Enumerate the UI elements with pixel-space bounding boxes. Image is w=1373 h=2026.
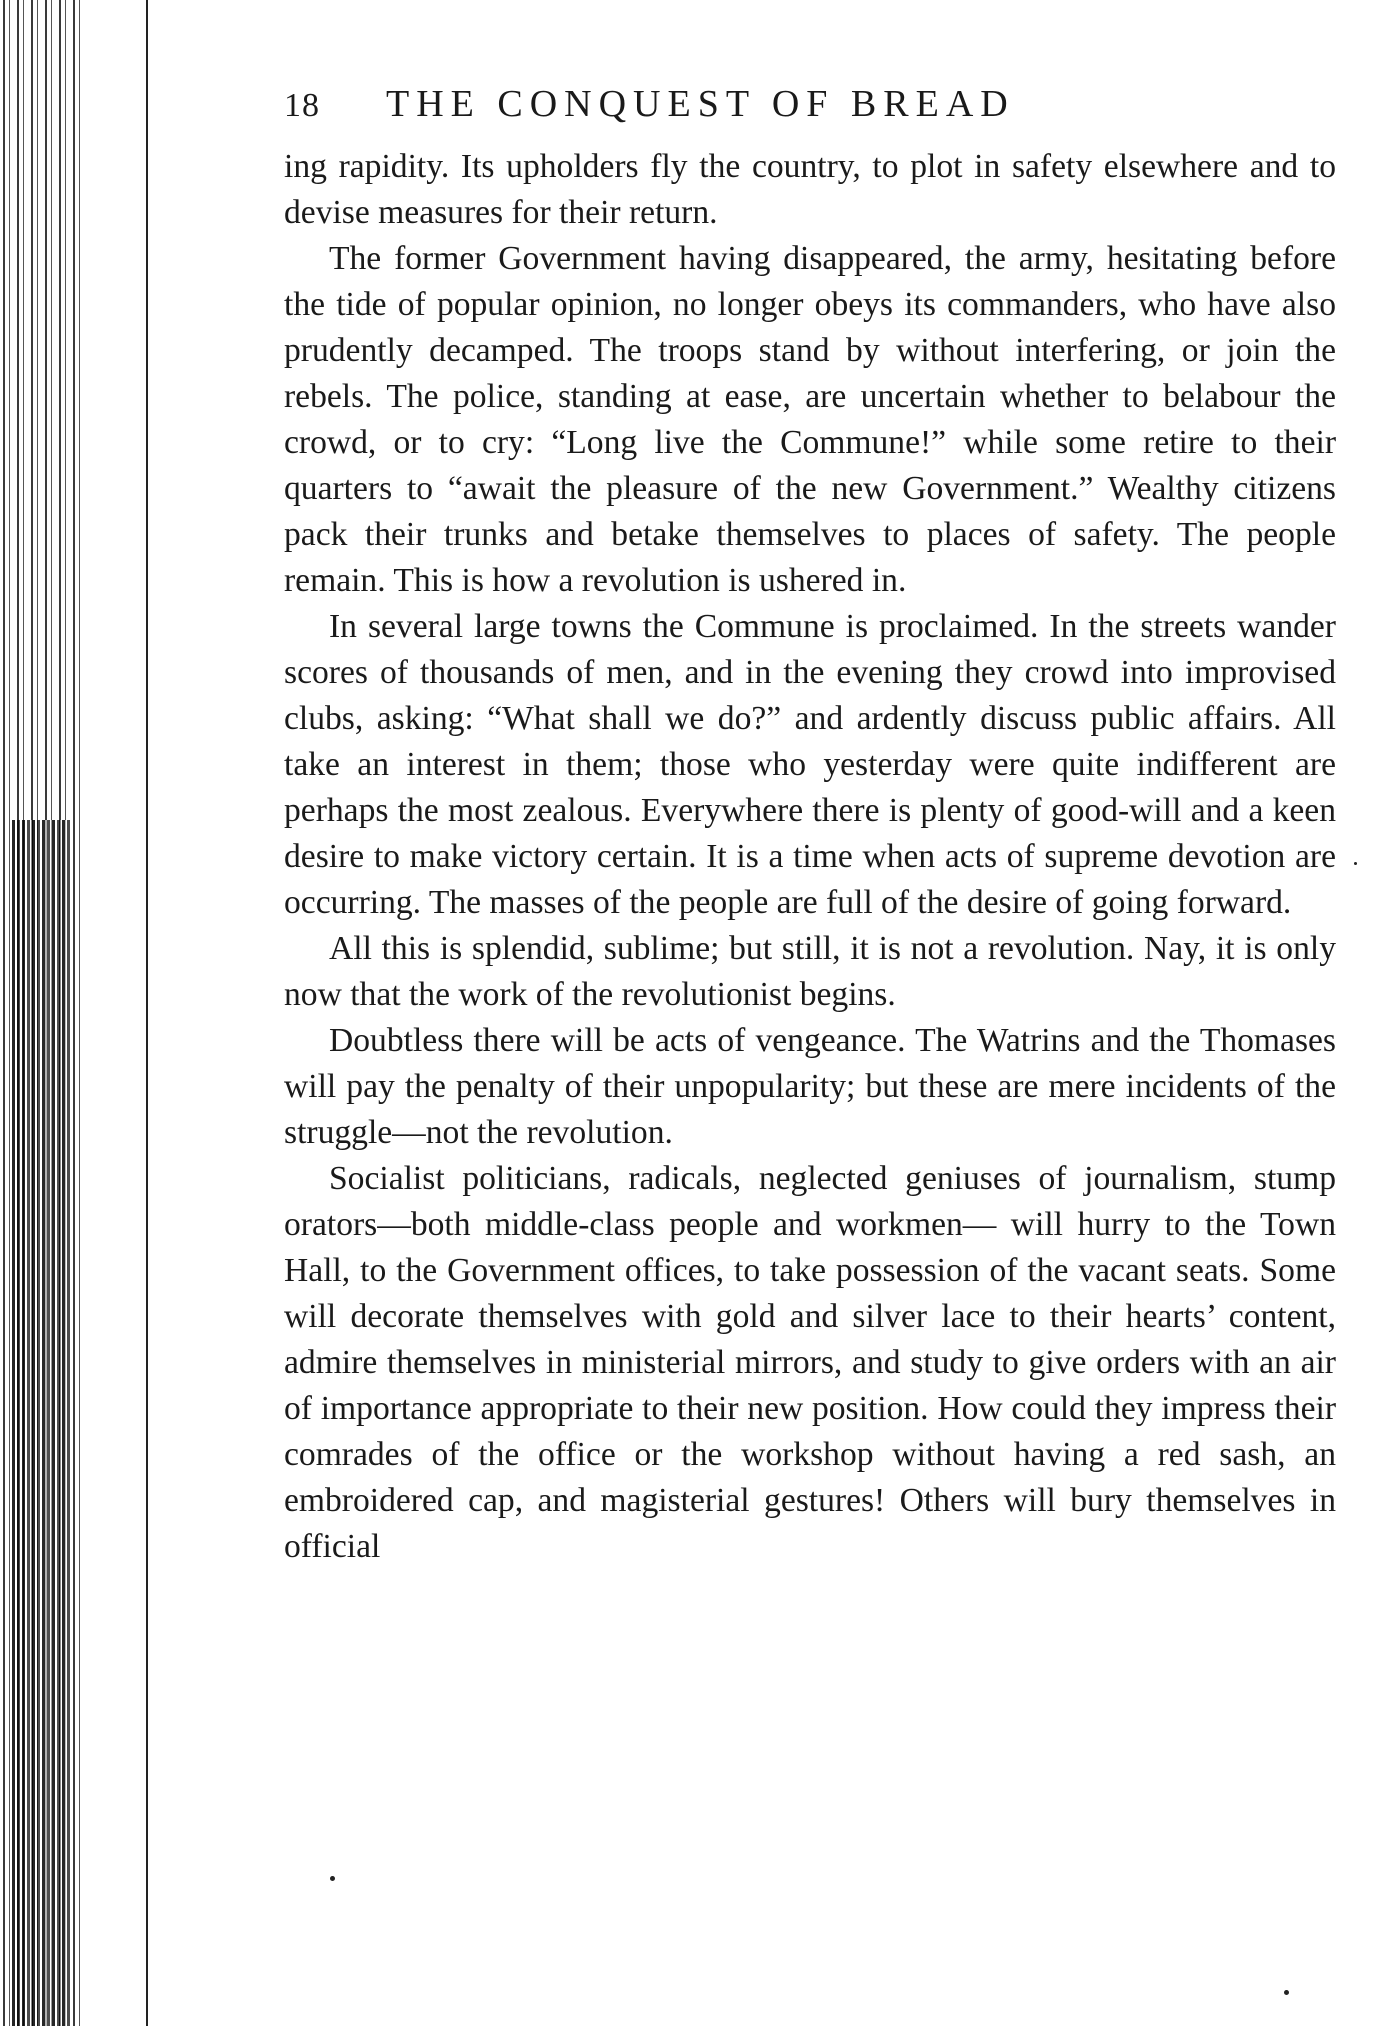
paragraph: Doubtless there will be acts of vengeance. The Watrins and the Thomases will pay the penalty of their unpopularity; but these are mere incidents of the struggle—not the revolution. [284,1022,1336,1151]
page-number: 18 [284,87,320,124]
scan-speck [330,1876,335,1881]
book-title: THE CONQUEST OF BREAD [386,83,1015,125]
paragraph: In several large towns the Commune is proclaimed. In the streets wander scores of thousands of men, and in the evening they crowd into improvised clubs, asking: “What shall we do?” and ardently discuss public affairs. All take an interest in them; those who yesterday were quite indifferent are perhaps the most zealous. Everywhere there is plenty of good-will and a keen desire to make victory certain. It is a time when acts of supreme devotion are occurring. The masses of the people are full of the desire of going forward. [284,608,1336,921]
paragraph-continuation: ing rapidity. Its upholders fly the country, to plot in safety elsewhere and to devise measures for their return. [284,148,1336,231]
paragraph: Socialist politicians, radicals, neglected geniuses of journalism, stump orators—both middle-class people and workmen— will hurry to the Town Hall, to the Government offices, to take possession of the vacant seats. Some will decorate themselves with gold and silver lace to their hearts’ content, admire themselves in ministerial mirrors, and study to give orders with an air of importance appropriate to their new position. How could they impress their comrades of the office or the workshop without having a red sash, an embroidered cap, and magisterial gestures! Others will bury themselves in official [284,1160,1336,1565]
running-head [284,82,1336,144]
paragraph: The former Government having disappeared, the army, hesitating before the tide of popular opinion, no longer obeys its commanders, who have also prudently decamped. The troops stand by without interfering, or join the rebels. The police, standing at ease, are uncertain whether to belabour the crowd, or to cry: “Long live the Commune!” while some retire to their quarters to “await the pleasure of the new Government.” Wealthy citizens pack their trunks and betake themselves to places of safety. The people remain. This is how a revolution is ushered in. [284,240,1336,599]
paragraph: All this is splendid, sublime; but still, it is not a revolution. Nay, it is only now that the work of the revolutionist begins. [284,930,1336,1013]
margin-rule [146,0,148,2026]
scan-speck [1354,862,1357,865]
binding-shadow [12,820,72,2026]
book-page [284,82,1336,1570]
body-text [284,144,1336,1570]
scan-speck [1284,1990,1289,1995]
